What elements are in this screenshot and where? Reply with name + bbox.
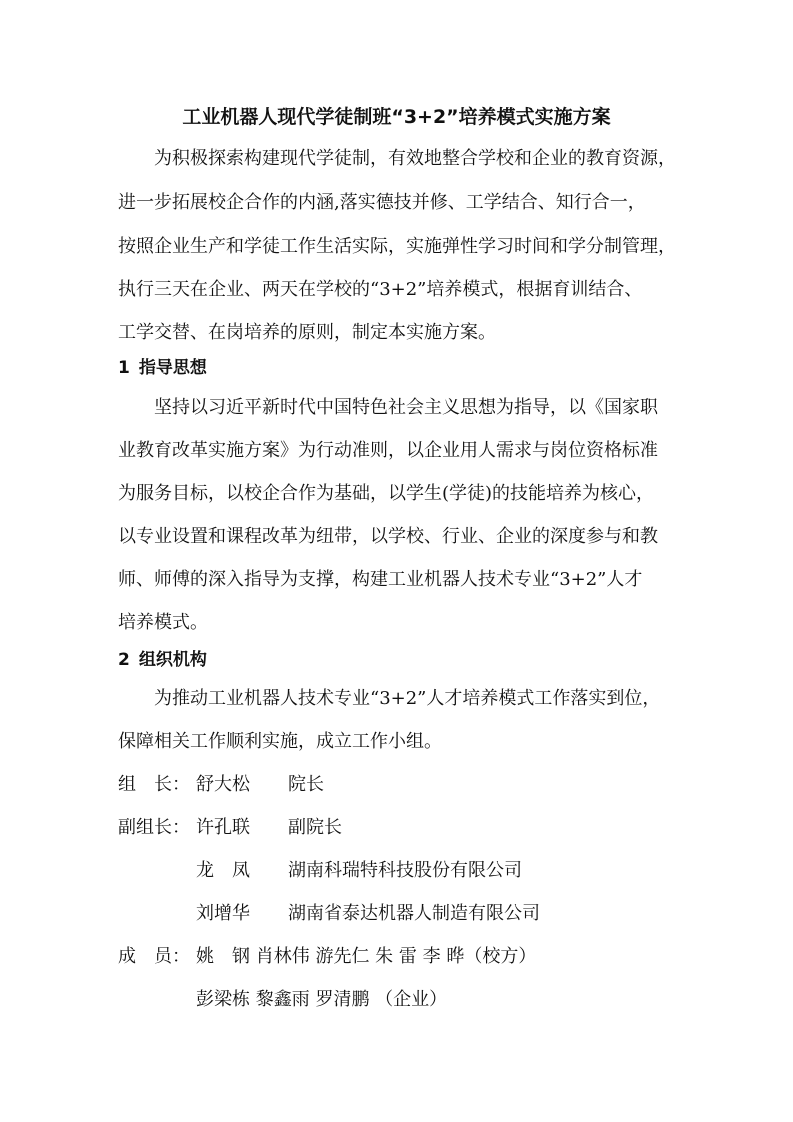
intro-line-5: 工学交替、在岗培养的原则，制定本实施方案。 [118,322,496,343]
section-number: 1 [118,358,130,378]
intro-line-1: 为积极探索构建现代学徒制，有效地整合学校和企业的教育资源， [154,148,676,169]
document-title: 工业机器人现代学徒制班“3+2”培养模式实施方案 [182,106,611,128]
member-title: 副院长 [288,817,342,838]
member-label: 成 员： [118,946,190,967]
section1-line-5: 师、师傅的深入指导为支撑，构建工业机器人技术专业“3+2”人才 [118,569,643,590]
member-list: 彭梁栋 黎鑫雨 罗清鹏 （企业） [196,989,448,1010]
section-heading-text: 组织机构 [138,650,207,670]
section2-line-1: 为推动工业机器人技术专业“3+2”人才培养模式工作落实到位， [154,688,661,709]
member-label: 副组长： [118,817,190,838]
section1-line-2: 业教育改革实施方案》为行动准则，以企业用人需求与岗位资格标准 [118,440,658,461]
intro-line-2: 进一步拓展校企合作的内涵,落实德技并修、工学结合、知行合一， [118,192,646,213]
section1-line-4: 以专业设置和课程改革为纽带，以学校、行业、企业的深度参与和教 [118,526,658,547]
intro-line-3: 按照企业生产和学徒工作生活实际，实施弹性学习时间和学分制管理， [118,236,676,257]
member-name: 龙 凤 [196,860,250,881]
section-number: 2 [118,650,130,670]
member-label: 组 长： [118,774,190,795]
section2-line-2: 保障相关工作顺利实施，成立工作小组。 [118,731,442,752]
section-heading-2 [118,645,207,675]
section-heading-text: 指导思想 [138,358,207,378]
member-name: 刘增华 [196,903,250,924]
section1-line-3: 为服务目标，以校企合作为基础，以学生(学徒)的技能培养为核心， [118,483,655,504]
member-list: 姚 钢 肖林伟 游先仁 朱 雷 李 晔（校方） [196,946,537,967]
member-title: 湖南省泰达机器人制造有限公司 [288,903,540,924]
member-name: 舒大松 [196,774,250,795]
intro-line-4: 执行三天在企业、两天在学校的“3+2”培养模式，根据育训结合、 [118,279,643,300]
member-name: 许孔联 [196,817,250,838]
member-title: 院长 [288,774,324,795]
member-title: 湖南科瑞特科技股份有限公司 [288,860,522,881]
section1-line-6: 培养模式。 [118,612,208,633]
section1-line-1: 坚持以习近平新时代中国特色社会主义思想为指导，以《国家职 [154,397,658,418]
section-heading-1 [118,353,207,383]
